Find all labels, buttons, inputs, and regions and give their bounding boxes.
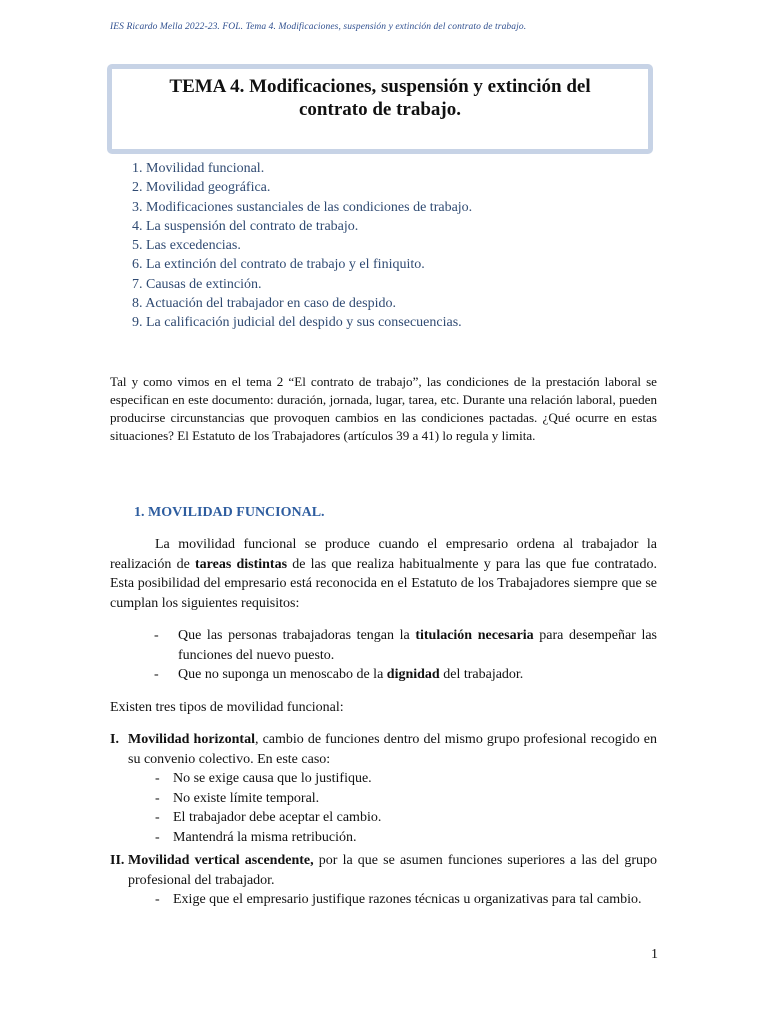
types-intro: Existen tres tipos de movilidad funcional: <box>110 700 344 715</box>
dash-bullet: - <box>155 810 160 825</box>
condition-text: Mantendrá la misma retribución. <box>173 829 357 845</box>
requirement-text-b: del trabajador. <box>439 667 524 682</box>
dash-bullet: - <box>155 829 160 845</box>
list-item <box>154 665 657 685</box>
dash-bullet: - <box>155 790 160 806</box>
definition-bold: tareas distintas <box>195 556 288 572</box>
intro-paragraph: Tal y como vimos en el tema 2 “El contrato de trabajo”, las condiciones de la prestación laboral se especifican en este documento: duración, jornada, lugar, tarea, etc. Durante una relación laboral, pueden producirse circunstancias que provoquen cambios en las condiciones pactadas. ¿Qué ocurre en estas situaciones? El Estatuto de los Trabajadores (artículos 39 a 41) lo regula y limita. <box>110 374 657 443</box>
definition-text-b: de las que realiza habitualmente y para las que fue contratado. Esta posibilidad del empresario está reconocida en el Estatuto de los Trabajadores siempre que se cumplan los siguientes requisitos: <box>110 556 657 611</box>
requirement-text-a: Que las personas trabajadoras tengan la <box>178 628 416 643</box>
section-heading: 1. MOVILIDAD FUNCIONAL. <box>134 505 325 520</box>
list-item <box>155 808 655 828</box>
list-item <box>155 789 655 809</box>
type-number: I. <box>110 732 119 747</box>
list-item <box>155 769 655 789</box>
table-of-contents <box>132 159 472 333</box>
toc-item: 1. Movilidad funcional. <box>132 161 265 176</box>
type-title: Movilidad vertical ascendente, <box>128 853 314 868</box>
horizontal-conditions-list <box>155 769 655 847</box>
toc-item: 3. Modificaciones sustanciales de las condiciones de trabajo. <box>132 199 473 215</box>
dash-bullet: - <box>155 771 160 786</box>
type-item <box>110 730 657 769</box>
condition-text: No existe límite temporal. <box>173 790 320 806</box>
requirement-bold: dignidad <box>386 667 440 682</box>
toc-item: 4. La suspensión del contrato de trabajo. <box>132 218 359 234</box>
dash-bullet: - <box>154 667 159 682</box>
requirement-bold: titulación necesaria <box>415 628 534 643</box>
type-description: , cambio de funciones dentro del mismo grupo profesional recogido en su convenio colectivo. En este caso: <box>128 732 657 767</box>
title-box <box>107 64 653 154</box>
toc-item: 7. Causas de extinción. <box>132 276 262 292</box>
dash-bullet: - <box>155 892 160 907</box>
page-number: 1 <box>651 947 658 962</box>
requirement-text-b: para desempeñar las funciones del nuevo puesto. <box>178 628 657 663</box>
definition-paragraph <box>110 535 657 613</box>
list-item <box>154 626 657 665</box>
type-title: Movilidad horizontal <box>128 732 255 747</box>
list-item <box>155 890 657 910</box>
type-number: II. <box>110 853 125 868</box>
toc-item: 5. Las excedencias. <box>132 238 241 254</box>
title-line-2: contrato de trabajo. <box>299 99 461 120</box>
dash-bullet: - <box>154 628 159 643</box>
condition-text: No se exige causa que lo justifique. <box>173 771 372 786</box>
page-header: IES Ricardo Mella 2022-23. FOL. Tema 4. Modificaciones, suspensión y extinción del contrato de trabajo. <box>110 22 527 32</box>
requirement-text-a: Que no suponga un menoscabo de la <box>178 667 387 682</box>
definition-text-a: La movilidad funcional se produce cuando el empresario ordena al trabajador la realización de <box>110 537 657 572</box>
ascending-conditions-list <box>155 890 657 910</box>
toc-item: 8. Actuación del trabajador en caso de despido. <box>132 296 396 312</box>
type-description: por la que se asumen funciones superiores a las del grupo profesional del trabajador. <box>128 853 657 888</box>
toc-item: 6. La extinción del contrato de trabajo y el finiquito. <box>132 257 425 273</box>
condition-text: El trabajador debe aceptar el cambio. <box>173 810 382 825</box>
condition-text: Exige que el empresario justifique razones técnicas u organizativas para tal cambio. <box>173 892 642 907</box>
toc-item: 2. Movilidad geográfica. <box>132 180 271 196</box>
type-item <box>110 851 657 890</box>
title-line-1: TEMA 4. Modificaciones, suspensión y extinción del <box>169 76 591 97</box>
document-title <box>112 75 648 121</box>
requirements-list <box>154 626 657 685</box>
list-item <box>155 828 655 848</box>
toc-item: 9. La calificación judicial del despido y sus consecuencias. <box>132 315 462 331</box>
